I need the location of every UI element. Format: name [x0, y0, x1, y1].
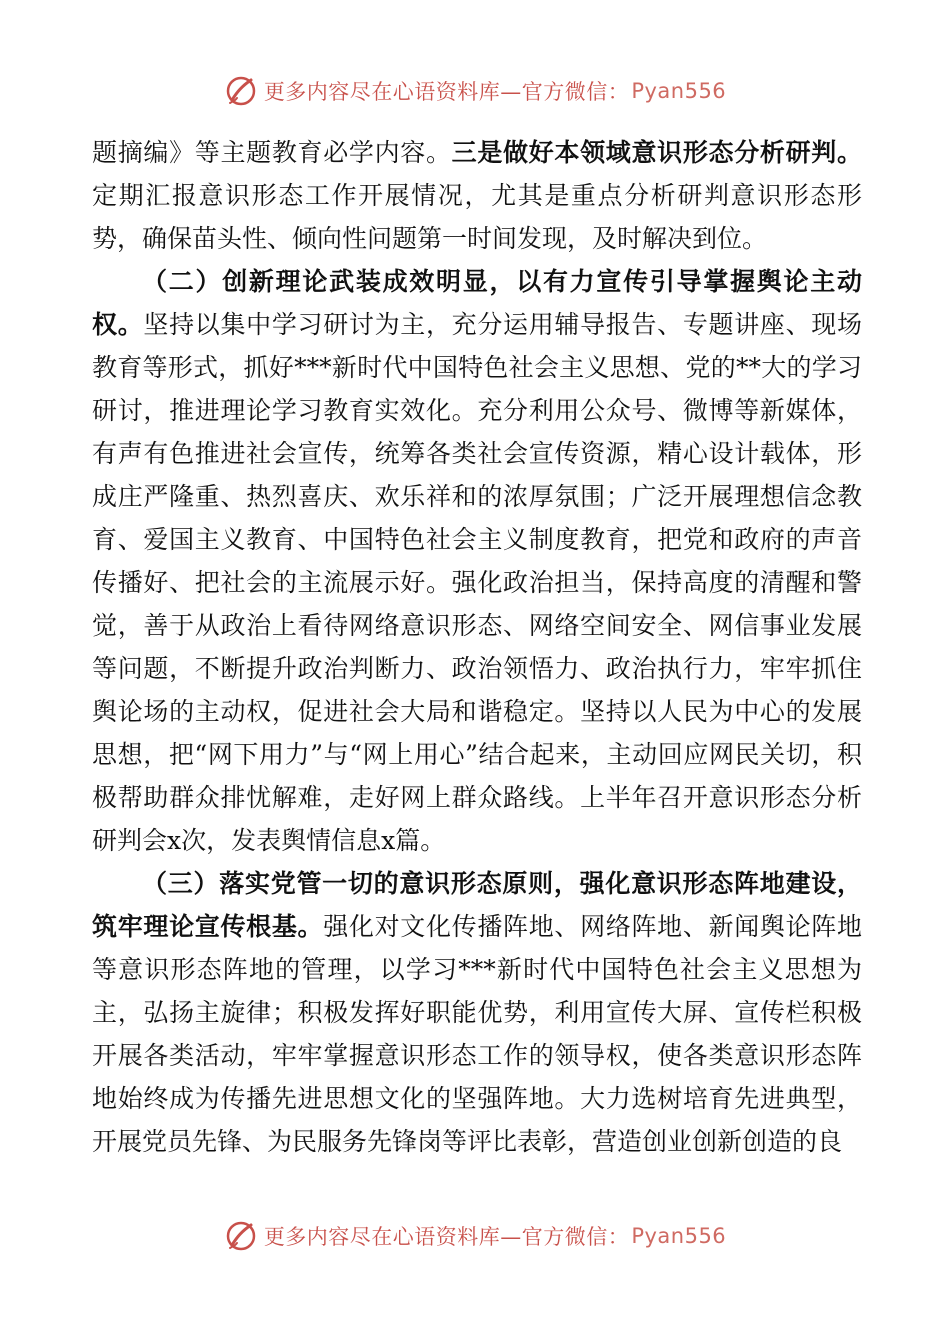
brush-logo-icon: [224, 1219, 258, 1253]
brush-logo-icon: [224, 74, 258, 108]
watermark-text: 更多内容尽在心语资料库—官方微信：: [263, 1225, 630, 1249]
paragraph-1: [92, 131, 862, 260]
section-3-heading: （三）落实党管一切的意识形态原则，强化意识形态阵地建设，筑牢理论宣传根基。: [92, 869, 862, 941]
watermark-footer: [0, 1219, 950, 1253]
paragraph-3: [92, 862, 862, 1163]
paragraph-1-heading: 三是做好本领域意识形态分析研判。: [451, 138, 862, 167]
paragraph-2-text: 坚持以集中学习研讨为主，充分运用辅导报告、专题讲座、现场教育等形式，抓好***新时代中国特色社会主义思想、党的**大的学习研讨，推进理论学习教育实效化。充分利用公众号、微博等新媒体，有声有色推进社会宣传，统筹各类社会宣传资源，精心设计载体，形成庄严隆重、热烈喜庆、欢乐祥和的浓厚氛围；广泛开展理想信念教育、爱国主义教育、中国特色社会主义制度教育，把党和政府的声音传播好、把社会的主流展示好。强化政治担当，保持高度的清醒和警觉，善于从政治上看待网络意识形态、网络空间安全、网信事业发展等问题，不断提升政治判断力、政治领悟力、政治执行力，牢牢抓住舆论场的主动权，促进社会大局和谐稳定。坚持以人民为中心的发展思想，把“网下用力”与“网上用心”结合起来，主动回应网民关切，积极帮助群众排忧解难，走好网上群众路线。上半年召开意识形态分析研判会x次，发表舆情信息x篇。: [92, 310, 862, 855]
watermark-wechat-id: Pyan556: [631, 1224, 727, 1248]
watermark-header: [0, 74, 950, 108]
document-body: [92, 131, 862, 1163]
watermark-text: 更多内容尽在心语资料库—官方微信：: [263, 80, 630, 104]
watermark-wechat-id: Pyan556: [631, 79, 727, 103]
paragraph-3-text: 强化对文化传播阵地、网络阵地、新闻舆论阵地等意识形态阵地的管理，以学习***新时代中国特色社会主义思想为主，弘扬主旋律；积极发挥好职能优势，利用宣传大屏、宣传栏积极开展各类活动，牢牢掌握意识形态工作的领导权，使各类意识形态阵地始终成为传播先进思想文化的坚强阵地。大力选树培育先进典型，开展党员先锋、为民服务先锋岗等评比表彰，营造创业创新创造的良: [92, 912, 862, 1156]
paragraph-1-text-a: 题摘编》等主题教育必学内容。: [92, 138, 452, 167]
paragraph-2: [92, 260, 862, 862]
paragraph-1-text-b: 定期汇报意识形态工作开展情况，尤其是重点分析研判意识形态形势，确保苗头性、倾向性问题第一时间发现，及时解决到位。: [92, 181, 862, 253]
section-2-heading: （二）创新理论武装成效明显，以有力宣传引导掌握舆论主动权。: [92, 267, 862, 339]
